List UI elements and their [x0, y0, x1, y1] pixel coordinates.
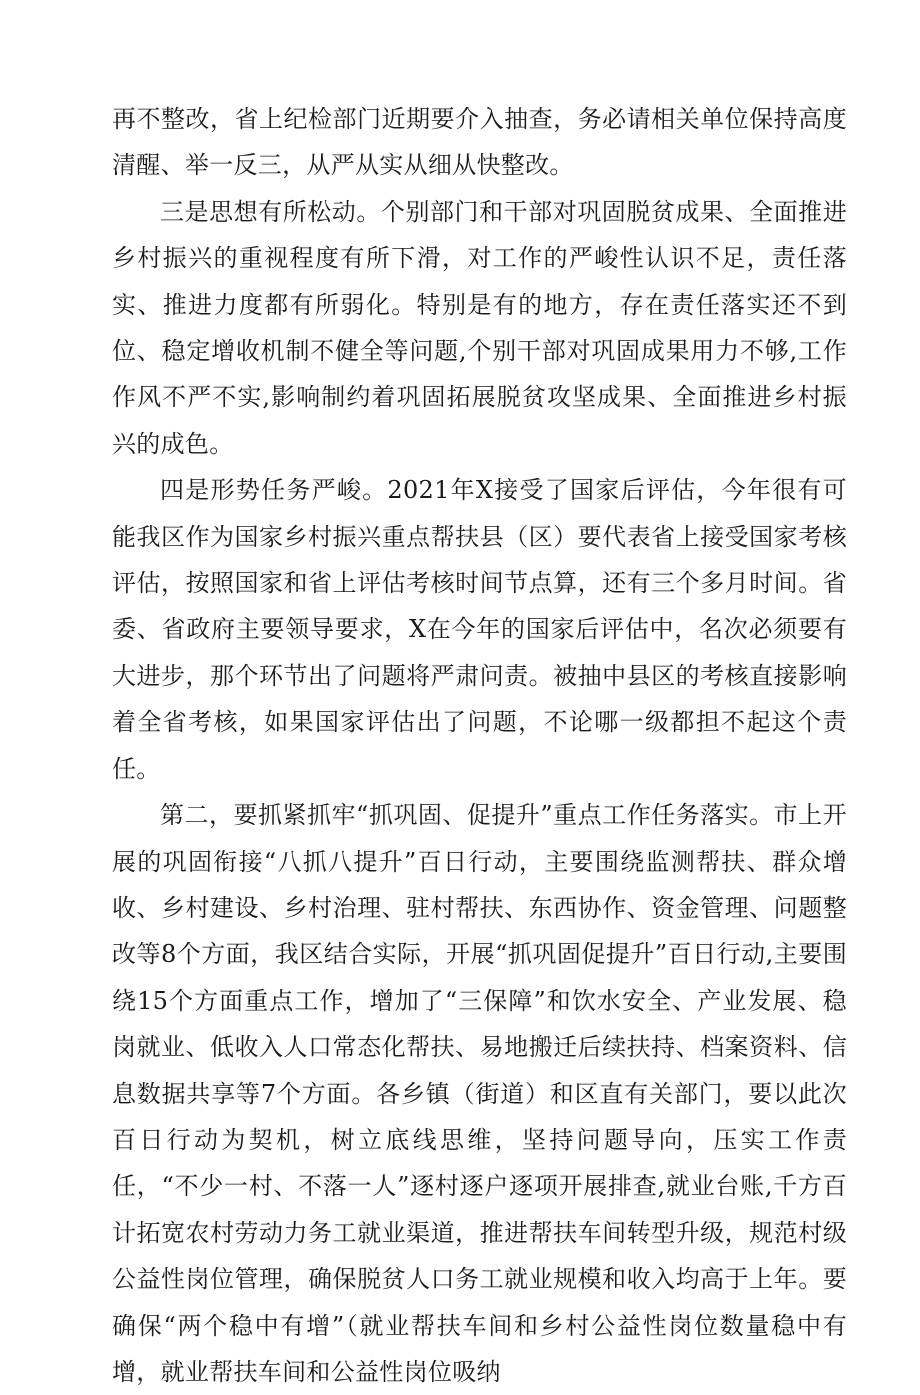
paragraph-continuation: 再不整改，省上纪检部门近期要介入抽查，务必请相关单位保持高度清醒、举一反三，从严从实从细从快整改。	[112, 105, 847, 180]
paragraph-situation-severe: 四是形势任务严峻。2021年X接受了国家后评估，今年很有可能我区作为国家乡村振兴重点帮扶县（区）要代表省上接受国家考核评估，按照国家和省上评估考核时间节点算，还有三个多月时间。省委、省政府主要领导要求，X在今年的国家后评估中，名次必须要有大进步，那个环节出了问题将严肃问责。被抽中县区的考核直接影响着全省考核，如果国家评估出了问题，不论哪一级都担不起这个责任。	[112, 476, 847, 783]
paragraph-thought-loosening: 三是思想有所松动。个别部门和干部对巩固脱贫成果、全面推进乡村振兴的重视程度有所下滑，对工作的严峻性认识不足，责任落实、推进力度都有所弱化。特别是有的地方，存在责任落实还不到位、稳定增收机制不健全等问题,个别干部对巩固成果用力不够,工作作风不严不实,影响制约着巩固拓展脱贫攻坚成果、全面推进乡村振兴的成色。	[112, 197, 847, 458]
document-body	[112, 96, 847, 1395]
paragraph-task-implementation: 第二，要抓紧抓牢“抓巩固、促提升”重点工作任务落实。市上开展的巩固衔接“八抓八提升”百日行动，主要围绕监测帮扶、群众增收、乡村建设、乡村治理、驻村帮扶、东西协作、资金管理、问题整改等8个方面，我区结合实际，开展“抓巩固促提升”百日行动,主要围绕15个方面重点工作，增加了“三保障”和饮水安全、产业发展、稳岗就业、低收入人口常态化帮扶、易地搬迁后续扶持、档案资料、信息数据共享等7个方面。各乡镇（街道）和区直有关部门，要以此次百日行动为契机，树立底线思维，坚持问题导向，压实工作责任，“不少一村、不落一人”逐村逐户逐项开展排查,就业台账,千方百计拓宽农村劳动力务工就业渠道，推进帮扶车间转型升级，规范村级公益性岗位管理，确保脱贫人口务工就业规模和收入均高于上年。要确保“两个稳中有增”（就业帮扶车间和乡村公益性岗位数量稳中有增，就业帮扶车间和公益性岗位吸纳	[112, 801, 847, 1386]
